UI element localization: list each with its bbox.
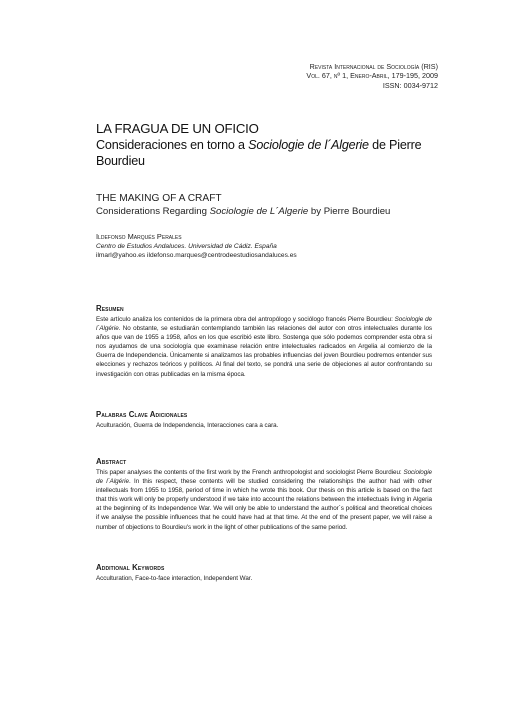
abstract-heading: Abstract [96, 457, 127, 466]
subtitle-es-part-2: de Pierre Bourdieu [96, 138, 422, 168]
author-name: Ildefonso Marqués Perales [96, 232, 182, 241]
resumen-text-part-2: . No obstante, se estudiarán contemplando también las relaciones del autor con otros intelectuales durante los años que van de 1955 a 1958, años en los que escribió este libro. Sostenga que sólo podemos comprender esta obra si nos ayudamos de una sociología que examinase relación entre intelectuales radicados en Argelia al comienzo de la Guerra de Independencia. Únicamente si analizamos las probables influencias del joven Bourdieu podremos entender sus elecciones y rechazos teóricos y políticos. Al final del texto, se pondrá una serie de objeciones al autor confrontando su investigación con otras publicadas en la misma época. [96, 325, 432, 378]
author-emails: ilmarl@yahoo.es ildefonso.marques@centrodeestudiosandaluces.es [96, 252, 297, 260]
subtitle-es-book-title: Sociologie de l´Algerie [248, 138, 369, 152]
keywords-section [96, 563, 432, 583]
author-block [96, 232, 436, 260]
palabras-clave-section [96, 410, 432, 430]
title-en: THE MAKING OF A CRAFT [96, 193, 222, 204]
keywords-heading: Additional Keywords [96, 563, 165, 572]
resumen-section [96, 304, 432, 379]
author-affiliation: Centro de Estudios Andaluces. Universidad de Cádiz. España [96, 243, 277, 250]
subtitle-es [96, 137, 436, 169]
subtitle-en [96, 206, 436, 219]
title-block-es [96, 121, 436, 169]
abstract-text-part-1: This paper analyses the contents of the first work by the French anthropologist and sociologist Pierre Bourdieu: [96, 469, 404, 476]
resumen-book-title: Sociologie de l´Algérie [96, 316, 432, 333]
resumen-text [96, 315, 432, 379]
keywords-text: Acculturation, Face-to-face interaction, Independent War. [96, 575, 253, 582]
journal-issue: Vol. 67, nº 1, Enero-Abril, 179-195, 2009 [306, 71, 438, 81]
journal-name: Revista Internacional de Sociología (RIS) [309, 62, 438, 71]
abstract-section [96, 457, 432, 532]
palabras-clave-heading: Palabras Clave Adicionales [96, 410, 188, 419]
abstract-book-title: Sociologie de l´Algérie [96, 469, 432, 486]
subtitle-en-part-2: by Pierre Bourdieu [308, 205, 391, 217]
palabras-clave-text: Aculturación, Guerra de Independencia, Interacciones cara a cara. [96, 422, 279, 429]
subtitle-en-book-title: Sociologie de L´Algerie [209, 205, 309, 217]
journal-header [306, 62, 438, 90]
subtitle-en-part-1: Considerations Regarding [96, 205, 210, 217]
title-block-en [96, 193, 436, 218]
title-es: LA FRAGUA DE UN OFICIO [96, 121, 259, 136]
abstract-text-part-2: . In this respect, these contents will be studied considering the relationships the author had with other intellectuals from 1955 to 1958, period of time in which he wrote this book. Our thesis on this article is based on the fact that this work will only be properly understood if we take into account the relations between the intellectuals living in Algeria at the beginning of its Independence War. We will only be able to understand the author´s political and theoretical choices if we analyse the possible influences that he could have had at that time. At the end of the present paper, we will raise a number of objections to Bourdieu's work in the light of other publications of the same period. [96, 478, 432, 531]
journal-issn: ISSN: 0034-9712 [382, 80, 438, 90]
resumen-text-part-1: Este artículo analiza los contenidos de la primera obra del antropólogo y sociólogo francés Pierre Bourdieu: [96, 316, 395, 323]
abstract-text [96, 468, 432, 532]
resumen-heading: Resumen [96, 304, 124, 313]
subtitle-es-part-1: Consideraciones en torno a [96, 138, 249, 152]
